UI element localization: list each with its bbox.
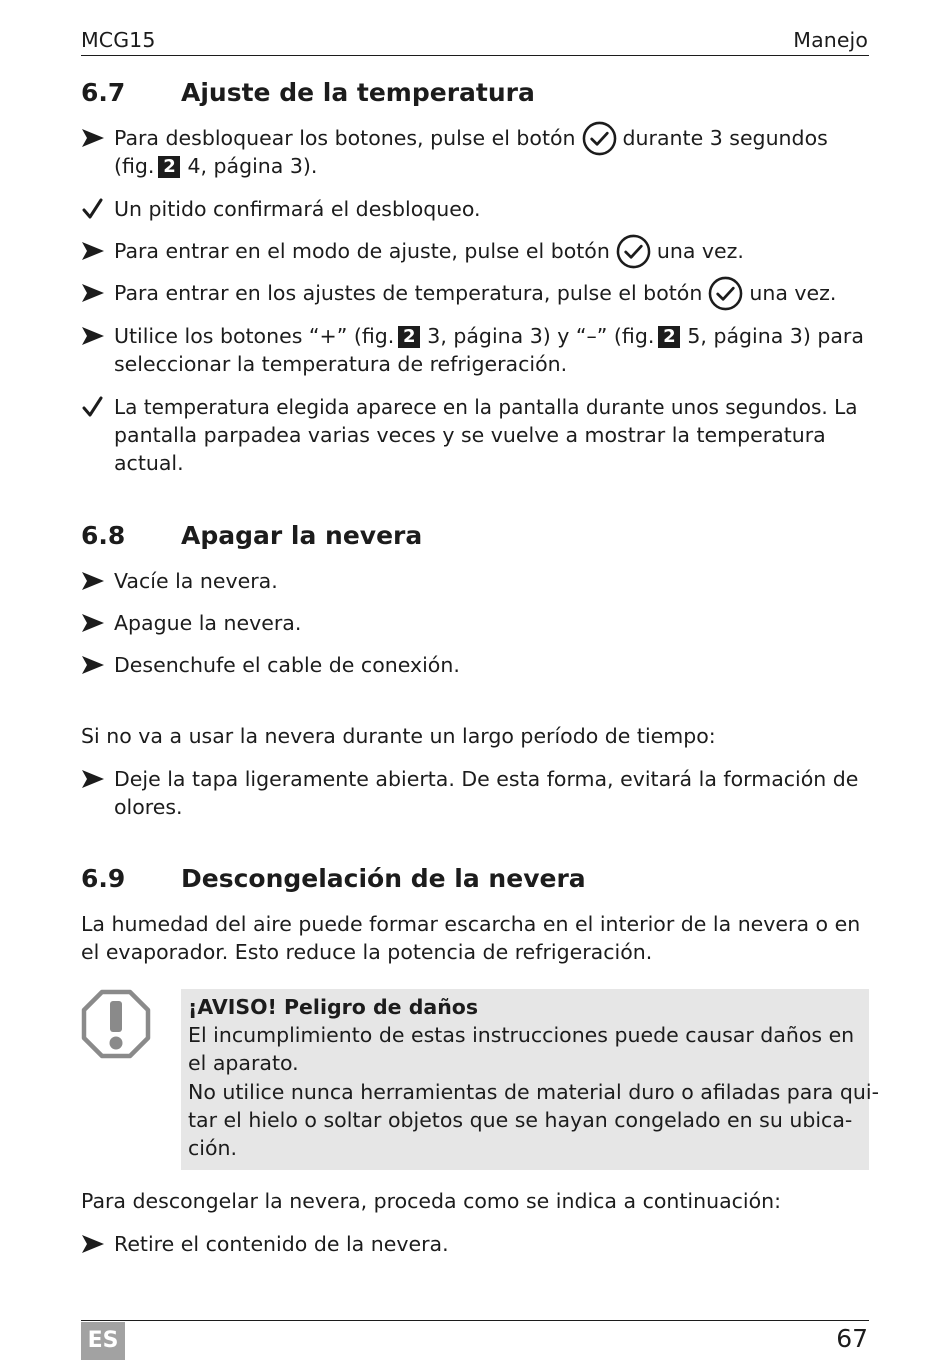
- section-number: 6.9: [81, 864, 126, 893]
- header-divider: [81, 55, 869, 56]
- figure-number-badge: 2: [158, 156, 180, 178]
- list-item: Vacíe la nevera.: [114, 569, 278, 593]
- section-title: Ajuste de la temperatura: [181, 78, 535, 107]
- section-heading-6-9: [81, 864, 586, 893]
- instruction-text: una vez.: [656, 239, 744, 263]
- result-item: La temperatura elegida aparece en la pantalla durante unos segundos. La: [114, 395, 858, 419]
- ok-button-icon: [582, 121, 617, 156]
- section-heading-6-8: [81, 521, 422, 550]
- warning-text: el aparato.: [188, 1051, 299, 1075]
- figure-ref-text: 4, página 3).: [187, 154, 318, 178]
- list-item: [114, 237, 744, 265]
- list-item: [114, 124, 828, 152]
- result-item-continuation: actual.: [114, 451, 184, 475]
- list-item: Desenchufe el cable de conexión.: [114, 653, 460, 677]
- section-heading-6-7: [81, 78, 535, 107]
- instruction-text: Para entrar en los ajustes de temperatura, pulse el botón: [114, 281, 703, 305]
- instruction-text: Utilice los botones “+” (fig.: [114, 324, 395, 348]
- section-title: Descongelación de la nevera: [181, 864, 586, 893]
- exclamation-octagon-icon: [81, 989, 151, 1059]
- ok-button-icon: [708, 276, 743, 311]
- arrowhead-icon: [81, 322, 107, 350]
- list-item: Retire el contenido de la nevera.: [114, 1232, 449, 1256]
- arrowhead-icon: [81, 567, 107, 595]
- warning-text: tar el hielo o soltar objetos que se hayan congelado en su ubica-: [188, 1108, 853, 1132]
- section-title: Apagar la nevera: [181, 521, 423, 550]
- arrowhead-icon: [81, 609, 107, 637]
- warning-text: No utilice nunca herramientas de material duro o afiladas para qui-: [188, 1080, 879, 1104]
- list-item: [114, 322, 864, 350]
- result-item: Un pitido confirmará el desbloqueo.: [114, 197, 481, 221]
- paragraph-continuation: el evaporador. Esto reduce la potencia de refrigeración.: [81, 940, 653, 964]
- arrowhead-icon: [81, 237, 107, 265]
- header-product: MCG15: [81, 28, 156, 52]
- warning-title: ¡AVISO! Peligro de daños: [188, 995, 479, 1019]
- instruction-text: durante 3 segundos: [622, 126, 828, 150]
- arrowhead-icon: [81, 279, 107, 307]
- ok-button-icon: [616, 234, 651, 269]
- instruction-text: 5, página 3) para: [687, 324, 864, 348]
- section-number: 6.7: [81, 78, 126, 107]
- list-item: [114, 279, 836, 307]
- instruction-text: 3, página 3) y “–” (fig.: [427, 324, 655, 348]
- arrowhead-icon: [81, 765, 107, 793]
- arrowhead-icon: [81, 124, 107, 152]
- instruction-text: Para entrar en el modo de ajuste, pulse el botón: [114, 239, 610, 263]
- footer-divider: [81, 1320, 869, 1321]
- figure-ref-text: (fig.: [114, 154, 155, 178]
- paragraph: Para descongelar la nevera, proceda como se indica a continuación:: [81, 1189, 782, 1213]
- list-item: Deje la tapa ligeramente abierta. De esta forma, evitará la formación de: [114, 767, 859, 791]
- section-number: 6.8: [81, 521, 126, 550]
- checkmark-icon: [81, 195, 107, 223]
- page-number: 67: [836, 1324, 868, 1353]
- list-item-continuation: olores.: [114, 795, 183, 819]
- figure-number-badge: 2: [658, 326, 680, 348]
- checkmark-icon: [81, 393, 107, 421]
- result-item-continuation: pantalla parpadea varias veces y se vuelve a mostrar la temperatura: [114, 423, 826, 447]
- language-badge: ES: [81, 1322, 125, 1360]
- instruction-text: Para desbloquear los botones, pulse el botón: [114, 126, 576, 150]
- arrowhead-icon: [81, 1230, 107, 1258]
- header-chapter: Manejo: [793, 28, 868, 52]
- list-item: Apague la nevera.: [114, 611, 302, 635]
- arrowhead-icon: [81, 651, 107, 679]
- figure-number-badge: 2: [398, 326, 420, 348]
- list-item-continuation: [114, 152, 317, 180]
- paragraph: Si no va a usar la nevera durante un largo período de tiempo:: [81, 724, 716, 748]
- warning-text: El incumplimiento de estas instrucciones puede causar daños en: [188, 1023, 855, 1047]
- paragraph: La humedad del aire puede formar escarcha en el interior de la nevera o en: [81, 912, 861, 936]
- instruction-text: una vez.: [749, 281, 837, 305]
- warning-text: ción.: [188, 1136, 238, 1160]
- list-item-continuation: seleccionar la temperatura de refrigeración.: [114, 352, 568, 376]
